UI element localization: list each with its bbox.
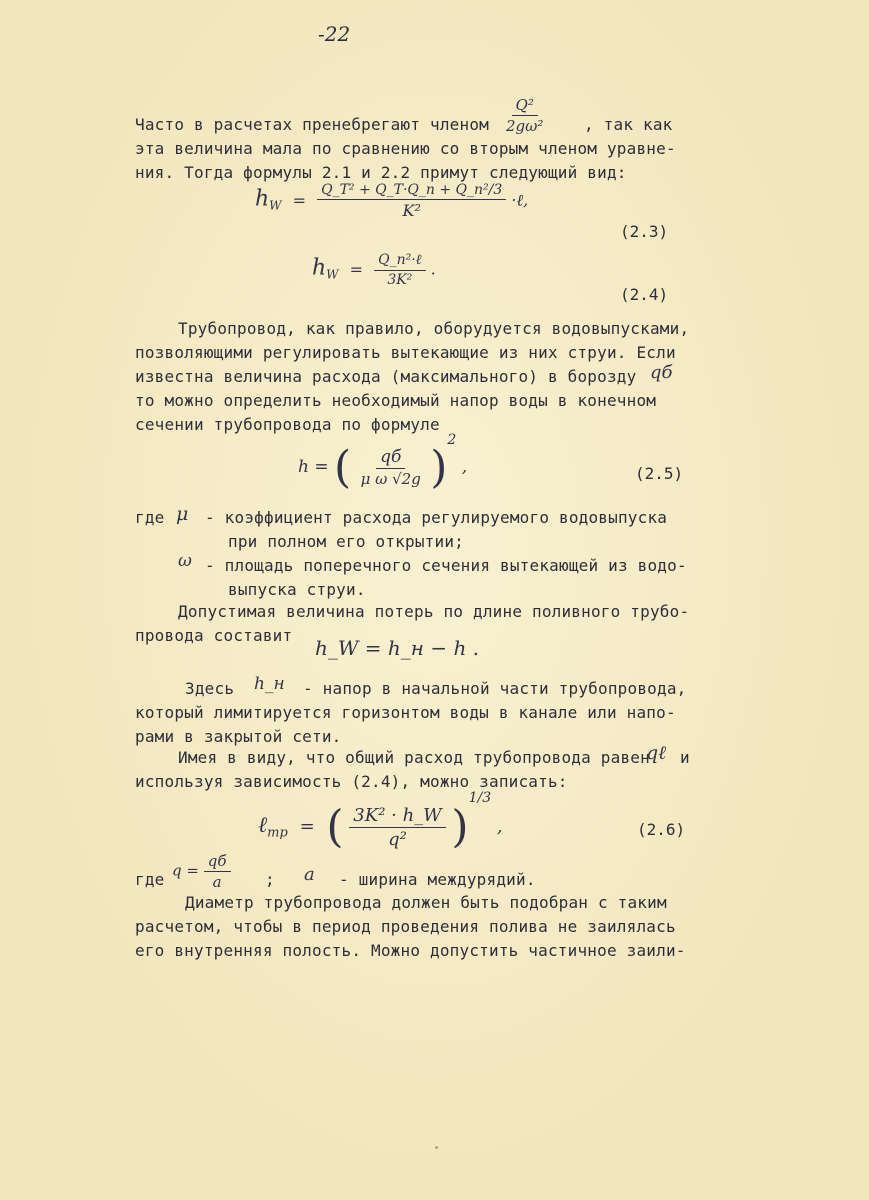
- text-line: - площадь поперечного сечения вытекающей из водо-: [205, 556, 687, 575]
- text-line: - ширина междурядий.: [339, 870, 536, 889]
- formula-2-6: ℓ$_{тр}$ = ( $\frac{\text{3K² · h\_W}}{\text{q²}}$ )$^{1/3}$ ,: [258, 790, 503, 853]
- equation-number-2-4: (2.4): [620, 285, 669, 304]
- text-line: его внутренняя полость. Можно допустить частичное заили-: [135, 941, 686, 960]
- ql-symbol: qℓ: [646, 742, 667, 764]
- text-line: рами в закрытой сети.: [135, 727, 342, 746]
- text-line: Часто в расчетах пренебрегают членом: [135, 115, 489, 134]
- text-line: используя зависимость (2.4), можно записать:: [135, 772, 568, 791]
- text-line: при полном его открытии;: [228, 532, 464, 551]
- paper-speck: [435, 1146, 438, 1149]
- text-line: где: [135, 870, 165, 889]
- text-line: позволяющими регулировать вытекающие из них струи. Если: [135, 343, 676, 362]
- text-line: который лимитируется горизонтом воды в канале или напо-: [135, 703, 676, 722]
- formula-hw: h_W = h_н − h .: [315, 636, 480, 660]
- text-line: Допустимая величина потерь по длине поливного трубо-: [178, 602, 690, 621]
- text-line: и: [680, 748, 690, 767]
- text-line: - напор в начальной части трубопровода,: [303, 679, 687, 698]
- text-line: Трубопровод, как правило, оборудуется водовыпусками,: [178, 319, 690, 338]
- text-line: Диаметр трубопровода должен быть подобран с таким: [185, 893, 667, 912]
- a-symbol: a: [304, 864, 315, 885]
- text-line: выпуска струи.: [228, 580, 366, 599]
- text-line: ;: [265, 870, 275, 889]
- text-line: известна величина расхода (максимального) в борозду: [135, 367, 637, 386]
- text-line: ния. Тогда формулы 2.1 и 2.2 примут следующий вид:: [135, 163, 627, 182]
- formula-2-3: $h_W$ = $\frac{\text{Q\_T² + Q\_T·Q\_п + Q\_п²/3}}{\text{K²}}$ ·ℓ,: [255, 182, 529, 220]
- mu-symbol: μ: [176, 503, 189, 525]
- formula-2-5: h = ( $\frac{qб}{\text{μ ω √2g}}$ )$^2$ ,: [298, 432, 468, 493]
- text-line: - коэффициент расхода регулируемого водовыпуска: [205, 508, 668, 527]
- page-number: -22: [318, 22, 351, 46]
- equation-number-2-5: (2.5): [635, 464, 684, 483]
- inline-formula-q2: $\frac{\text{Q²}}{\text{2gω²}}$: [506, 96, 544, 135]
- inline-qb: qб: [650, 362, 673, 383]
- text-line: Имея в виду, что общий расход трубопровода равен: [178, 748, 650, 767]
- omega-symbol: ω: [178, 551, 192, 571]
- text-line: где: [135, 508, 165, 527]
- text-line: Здесь: [185, 679, 235, 698]
- text-line: эта величина мала по сравнению со вторым членом уравне-: [135, 139, 676, 158]
- text-line: расчетом, чтобы в период проведения полива не заилялась: [135, 917, 676, 936]
- text-line: сечении трубопровода по формуле: [135, 415, 440, 434]
- text-line: , так как: [584, 115, 673, 134]
- formula-2-4: $h_W$ = $\frac{\text{Q\_п²·ℓ}}{\text{3K²}}$ .: [312, 252, 436, 288]
- text-line: то можно определить необходимый напор воды в конечном: [135, 391, 657, 410]
- equation-number-2-3: (2.3): [620, 222, 669, 241]
- equation-number-2-6: (2.6): [637, 820, 686, 839]
- q-definition: q = $\frac{qб}{a}$: [172, 852, 231, 891]
- text-line: провода составит: [135, 626, 293, 645]
- hn-symbol: h_н: [254, 674, 285, 694]
